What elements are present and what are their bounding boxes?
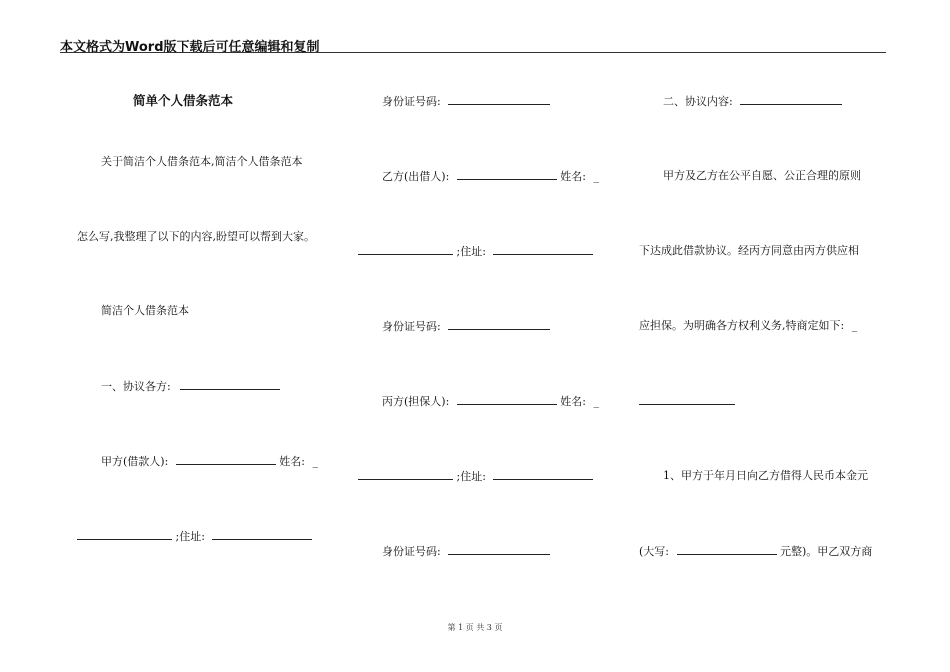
id-blank-3 xyxy=(448,544,550,555)
content-label: 二、协议内容: xyxy=(663,95,733,108)
id-label-3: 身份证号码: xyxy=(382,545,441,558)
party-b-address-blank xyxy=(493,244,593,255)
party-a-label: 甲方(借款人): xyxy=(101,455,169,468)
party-c-name-blank: _ xyxy=(593,395,600,408)
party-b-name-continuation xyxy=(358,244,453,255)
document-title: 简单个人借条范本 xyxy=(133,93,234,108)
terms-continuation-blank xyxy=(639,394,735,405)
party-b-name-blank: _ xyxy=(593,170,600,183)
content-blank xyxy=(740,94,842,105)
id-blank-1 xyxy=(448,94,550,105)
party-c-label: 丙方(担保人): xyxy=(382,395,450,408)
para1-line-1: 甲方及乙方在公平自愿、公正合理的原则 xyxy=(663,169,861,182)
party-b-name-label: 姓名: xyxy=(560,170,587,183)
party-c-blank xyxy=(457,394,557,405)
item1-line-1: 1、甲方于年月日向乙方借得人民币本金元 xyxy=(663,469,868,482)
party-a-name-blank: _ xyxy=(312,455,319,468)
party-c-address-blank xyxy=(493,469,593,480)
party-a-address-label: ;住址: xyxy=(175,530,205,543)
para1-line-3-row xyxy=(639,319,857,333)
party-c-row xyxy=(382,394,599,409)
capital-amount-blank xyxy=(677,544,777,555)
capital-amount-suffix: 元整)。甲乙双方商 xyxy=(780,545,873,558)
id-row-2 xyxy=(382,319,550,334)
terms-blank: _ xyxy=(851,319,858,332)
id-row-3 xyxy=(382,544,550,559)
para1-line-2: 下达成此借款协议。经丙方同意由丙方供应相 xyxy=(639,244,859,257)
id-label-2: 身份证号码: xyxy=(382,320,441,333)
id-blank-2 xyxy=(448,319,550,330)
terms-continuation-row xyxy=(639,394,735,409)
party-a-name-label: 姓名: xyxy=(279,455,306,468)
page-number: 第 1 页 共 3 页 xyxy=(447,623,503,632)
party-c-name-continuation xyxy=(358,469,453,480)
party-a-address-blank xyxy=(212,529,312,540)
parties-row xyxy=(101,379,280,394)
parties-blank xyxy=(180,379,280,390)
party-c-address-row xyxy=(358,469,593,484)
party-b-address-label: ;住址: xyxy=(456,245,486,258)
item1-line-2 xyxy=(639,544,872,559)
intro-line-2: 怎么写,我整理了以下的内容,盼望可以帮到大家。 xyxy=(77,230,315,243)
party-a-blank xyxy=(176,454,276,465)
party-a-name-continuation xyxy=(77,529,172,540)
party-b-row xyxy=(382,169,599,184)
intro-line-1: 关于简洁个人借条范本,简洁个人借条范本 xyxy=(101,155,303,168)
party-c-address-label: ;住址: xyxy=(456,470,486,483)
parties-label: 一、协议各方: xyxy=(101,380,171,393)
party-a-address-row xyxy=(77,529,312,544)
id-label-1: 身份证号码: xyxy=(382,95,441,108)
party-b-address-row xyxy=(358,244,593,259)
header-divider xyxy=(60,52,886,53)
subtitle: 简洁个人借条范本 xyxy=(101,304,189,317)
party-a-row xyxy=(101,454,318,469)
capital-amount-label: (大写: xyxy=(639,545,669,558)
id-row-1 xyxy=(382,94,550,109)
para1-line-3: 应担保。为明确各方权利义务,特商定如下: xyxy=(639,319,845,332)
content-row xyxy=(663,94,842,109)
party-c-name-label: 姓名: xyxy=(560,395,587,408)
party-b-label: 乙方(出借人): xyxy=(382,170,450,183)
document-header: 本文格式为Word版下载后可任意编辑和复制 xyxy=(60,40,320,55)
party-b-blank xyxy=(457,169,557,180)
